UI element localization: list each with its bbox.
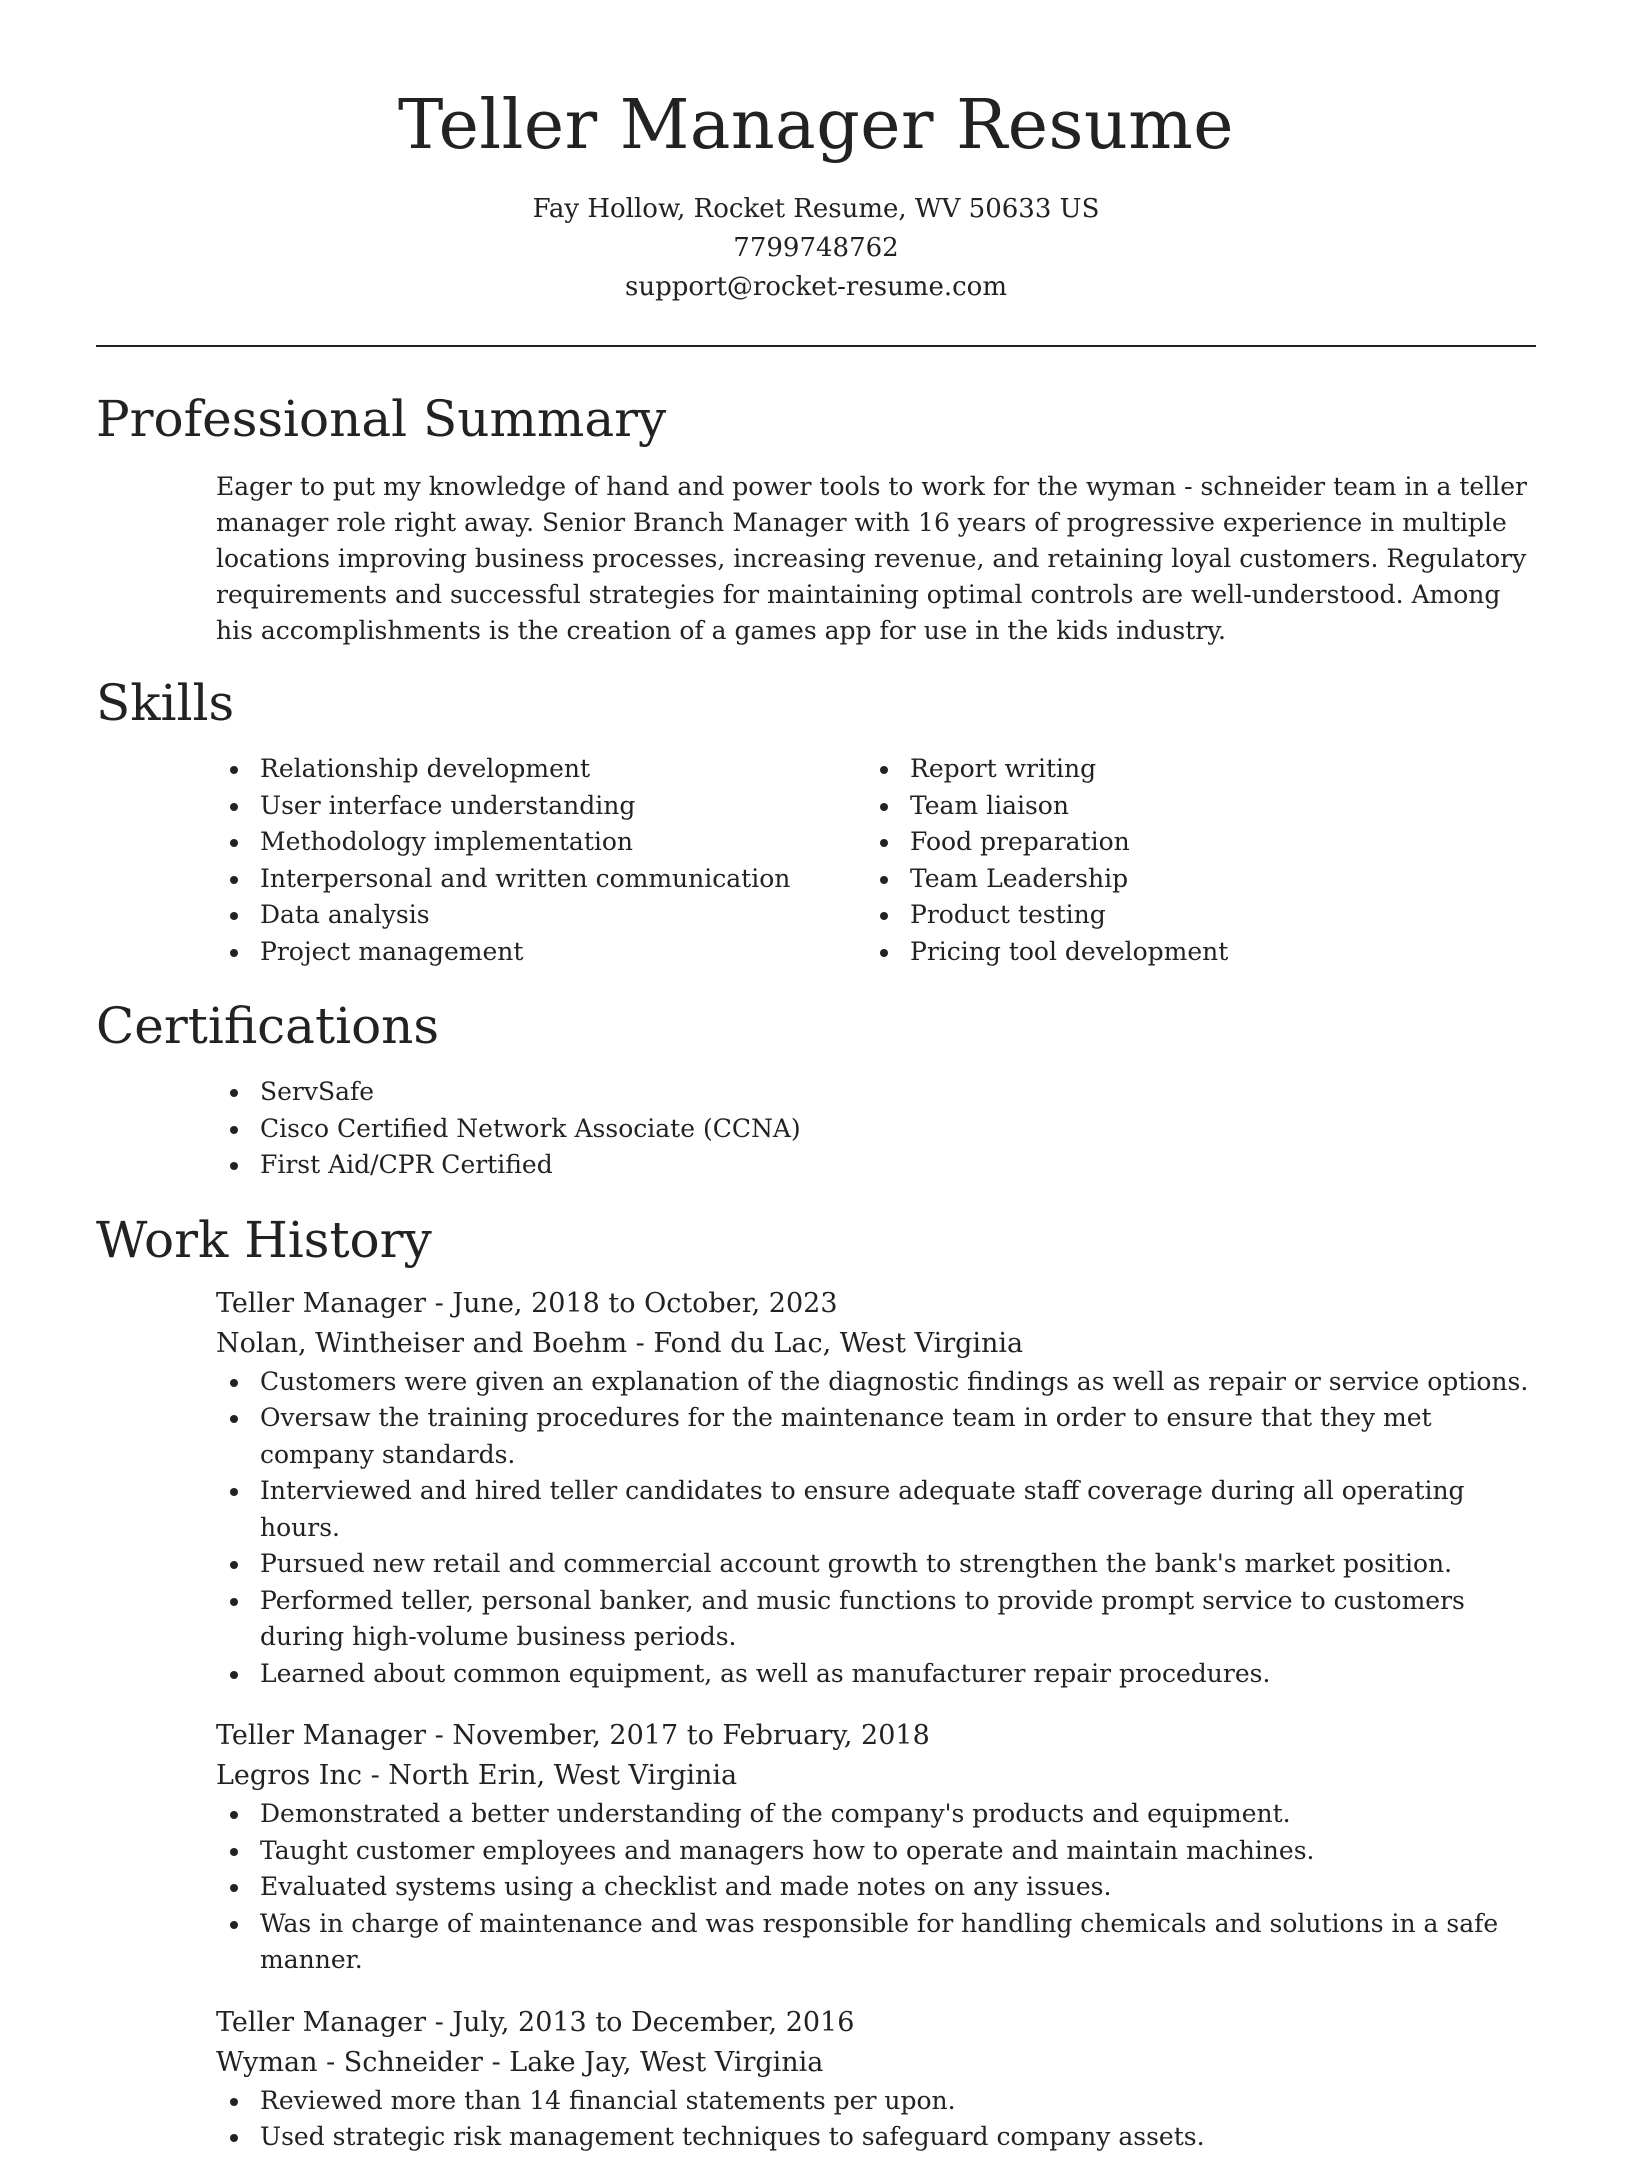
list-item: Reviewed more than 14 financial statements per upon. <box>216 2083 1536 2120</box>
list-item: Learned about common equipment, as well as manufacturer repair procedures. <box>216 1656 1536 1693</box>
job-title-line <box>216 2003 1536 2043</box>
job-dates: June, 2018 to October, 2023 <box>452 1287 838 1319</box>
job-title: Teller Manager <box>216 1287 427 1319</box>
skills-heading: Skills <box>96 674 235 732</box>
list-item: Team liaison <box>866 788 1516 825</box>
page-title: Teller Manager Resume <box>398 86 1234 165</box>
job-separator: - <box>434 2006 453 2038</box>
job-title-line <box>216 1284 1536 1324</box>
list-item: Pricing tool development <box>866 934 1516 971</box>
list-item: Interpersonal and written communication <box>216 861 866 898</box>
contact-block <box>96 190 1536 307</box>
job-entry <box>216 1716 1536 1979</box>
job-location: Fond du Lac, West Virginia <box>653 1327 1024 1359</box>
job-entry <box>216 1284 1536 1693</box>
skills-list-right <box>866 751 1516 970</box>
job-company-line <box>216 1324 1536 1364</box>
job-title-line <box>216 1716 1536 1756</box>
resume-page <box>96 0 1536 2180</box>
job-bullets <box>216 1364 1536 1693</box>
list-item: Product testing <box>866 897 1516 934</box>
job-dates: July, 2013 to December, 2016 <box>452 2006 855 2038</box>
job-bullets <box>216 1796 1536 1979</box>
list-item: Relationship development <box>216 751 866 788</box>
list-item: Oversaw the training procedures for the maintenance team in order to ensure that they met company standards. <box>216 1400 1536 1473</box>
list-item: Taught customer employees and managers how to operate and maintain machines. <box>216 1833 1536 1870</box>
list-item: Methodology implementation <box>216 824 866 861</box>
list-item: Food preparation <box>866 824 1516 861</box>
list-item: Report writing <box>866 751 1516 788</box>
header-divider <box>96 345 1536 347</box>
work-history-heading: Work History <box>96 1210 432 1269</box>
list-item: Project management <box>216 934 866 971</box>
skills-list-left <box>216 751 866 970</box>
job-separator: - <box>635 1327 654 1359</box>
job-company: Wyman - Schneider <box>216 2046 483 2078</box>
address-text: Fay Hollow, Rocket Resume, WV 50633 US <box>532 194 1100 224</box>
summary-heading: Professional Summary <box>96 390 667 448</box>
job-company-line <box>216 1756 1536 1796</box>
job-title: Teller Manager <box>216 2006 427 2038</box>
list-item: Team Leadership <box>866 861 1516 898</box>
list-item: First Aid/CPR Certified <box>216 1147 1536 1184</box>
list-item: Data analysis <box>216 897 866 934</box>
job-separator: - <box>491 2046 510 2078</box>
list-item: Performed teller, personal banker, and music functions to provide prompt service to customers during high-volume business periods. <box>216 1583 1536 1656</box>
job-location: North Erin, West Virginia <box>388 1760 738 1791</box>
email-text: support@rocket-resume.com <box>624 272 1007 302</box>
list-item: Pursued new retail and commercial account growth to strengthen the bank's market position. <box>216 1546 1536 1583</box>
resume-header <box>96 0 1536 307</box>
skills-columns <box>216 751 1536 970</box>
summary-section <box>96 389 1536 649</box>
job-bullets <box>216 2083 1536 2156</box>
list-item: ServSafe <box>216 1074 1536 1111</box>
work-history-content <box>216 1284 1536 2156</box>
job-company: Legros Inc <box>216 1760 362 1791</box>
list-item: Demonstrated a better understanding of the company's products and equipment. <box>216 1796 1536 1833</box>
certifications-section <box>96 996 1536 1184</box>
list-item: Was in charge of maintenance and was responsible for handling chemicals and solutions in a safe manner. <box>216 1906 1536 1979</box>
list-item: Evaluated systems using a checklist and made notes on any issues. <box>216 1869 1536 1906</box>
list-item: Interviewed and hired teller candidates to ensure adequate staff coverage during all operating hours. <box>216 1473 1536 1546</box>
phone-text: 7799748762 <box>733 233 899 263</box>
certifications-list <box>216 1074 1536 1184</box>
skills-section <box>96 673 1536 970</box>
summary-text: Eager to put my knowledge of hand and power tools to work for the wyman - schneider team in a teller manager role right away. Senior Branch Manager with 16 years of progressive experience in multiple locations improving business processes, increasing revenue, and retaining loyal customers. Regulatory requirements and successful strategies for maintaining optimal controls are well-understood. Among his accomplishments is the creation of a games app for use in the kids industry. <box>216 472 1527 645</box>
certifications-heading: Certifications <box>96 997 440 1055</box>
job-company-line <box>216 2043 1536 2083</box>
job-location: Lake Jay, West Virginia <box>509 2046 824 2078</box>
job-entry <box>216 2003 1536 2156</box>
job-dates: November, 2017 to February, 2018 <box>452 1720 930 1751</box>
job-separator: - <box>434 1720 453 1751</box>
job-company: Nolan, Wintheiser and Boehm <box>216 1327 628 1359</box>
job-separator: - <box>370 1760 389 1791</box>
list-item: Customers were given an explanation of the diagnostic findings as well as repair or service options. <box>216 1364 1536 1401</box>
list-item: User interface understanding <box>216 788 866 825</box>
list-item: Used strategic risk management techniques to safeguard company assets. <box>216 2119 1536 2156</box>
certifications-content <box>216 1074 1536 1184</box>
job-title: Teller Manager <box>216 1720 427 1751</box>
list-item: Cisco Certified Network Associate (CCNA) <box>216 1111 1536 1148</box>
work-history-section <box>96 1210 1536 2156</box>
job-separator: - <box>434 1287 453 1319</box>
